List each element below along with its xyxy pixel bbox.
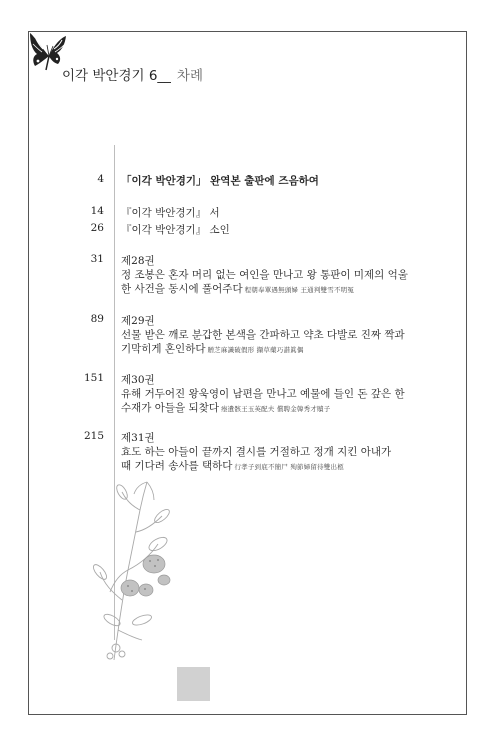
toc-page-number: 215 — [83, 430, 104, 442]
chapter-label: 제29권 — [121, 315, 155, 327]
chapter-title-line: 선물 받은 깨로 분갑한 본색을 간파하고 약초 다발로 진짜 짝과 — [121, 329, 405, 341]
page-tab-marker — [177, 667, 210, 701]
chapter-title-line: 정 조봉은 혼자 머리 없는 여인을 만나고 왕 통판이 미제의 억울 — [121, 269, 408, 281]
hanja-title: 瘞遺骸王玉英配夫 償聘金韓秀才贖子 — [220, 405, 331, 413]
toc-title: 『이각 박안경기』 서 — [121, 207, 220, 219]
toc-page-number: 31 — [90, 253, 104, 265]
toc-page-number: 4 — [97, 173, 104, 185]
hanja-title: 贈芝麻識破假形 擷草藥巧諧眞偶 — [207, 346, 304, 354]
toc-title: 『이각 박안경기』 소인 — [121, 224, 230, 236]
chapter-title-line: 한 사건을 동시에 풀어주다 程朝奉單遇無頭婦 王通判雙雪不明冤 — [121, 283, 355, 295]
chapter-title-line: 효도 하는 아들이 끝까지 결시를 거절하고 정개 지킨 아내가 — [121, 446, 392, 458]
chapter-label: 제28권 — [121, 255, 155, 267]
chapter-title-line: 유해 거두어진 왕욱영이 남편을 만나고 예물에 들인 돈 갚은 한 — [121, 388, 405, 400]
chapter-title-line: 기막히게 혼인하다 贈芝麻識破假形 擷草藥巧諧眞偶 — [121, 343, 304, 355]
chapter-title-line: 때 기다려 송사를 택하다 行孝子到底不簡尸 殉節婦留待雙出柩 — [121, 460, 344, 472]
hanja-title: 行孝子到底不簡尸 殉節婦留待雙出柩 — [234, 463, 344, 471]
toc-page-number: 151 — [83, 372, 104, 384]
chapter-label: 제31권 — [121, 432, 155, 444]
title-rule: __ — [157, 68, 171, 84]
hanja-title: 程朝奉單遇無頭婦 王通判雙雪不明冤 — [244, 286, 355, 294]
toc-title: 「이각 박안경기」 완역본 출판에 즈음하여 — [121, 175, 319, 187]
chapter-label: 제30권 — [121, 374, 155, 386]
toc-page-number: 14 — [90, 205, 104, 217]
chapter-title-line: 수재가 아들을 되찾다 瘞遺骸王玉英配夫 償聘金韓秀才贖子 — [121, 402, 331, 414]
section-label: 차례 — [176, 68, 204, 84]
book-title: 이각 박안경기 6 — [62, 68, 158, 84]
toc-page-number: 89 — [90, 313, 104, 325]
toc-page-number: 26 — [90, 222, 104, 234]
floral-illustration — [92, 470, 202, 670]
running-head — [62, 64, 203, 84]
